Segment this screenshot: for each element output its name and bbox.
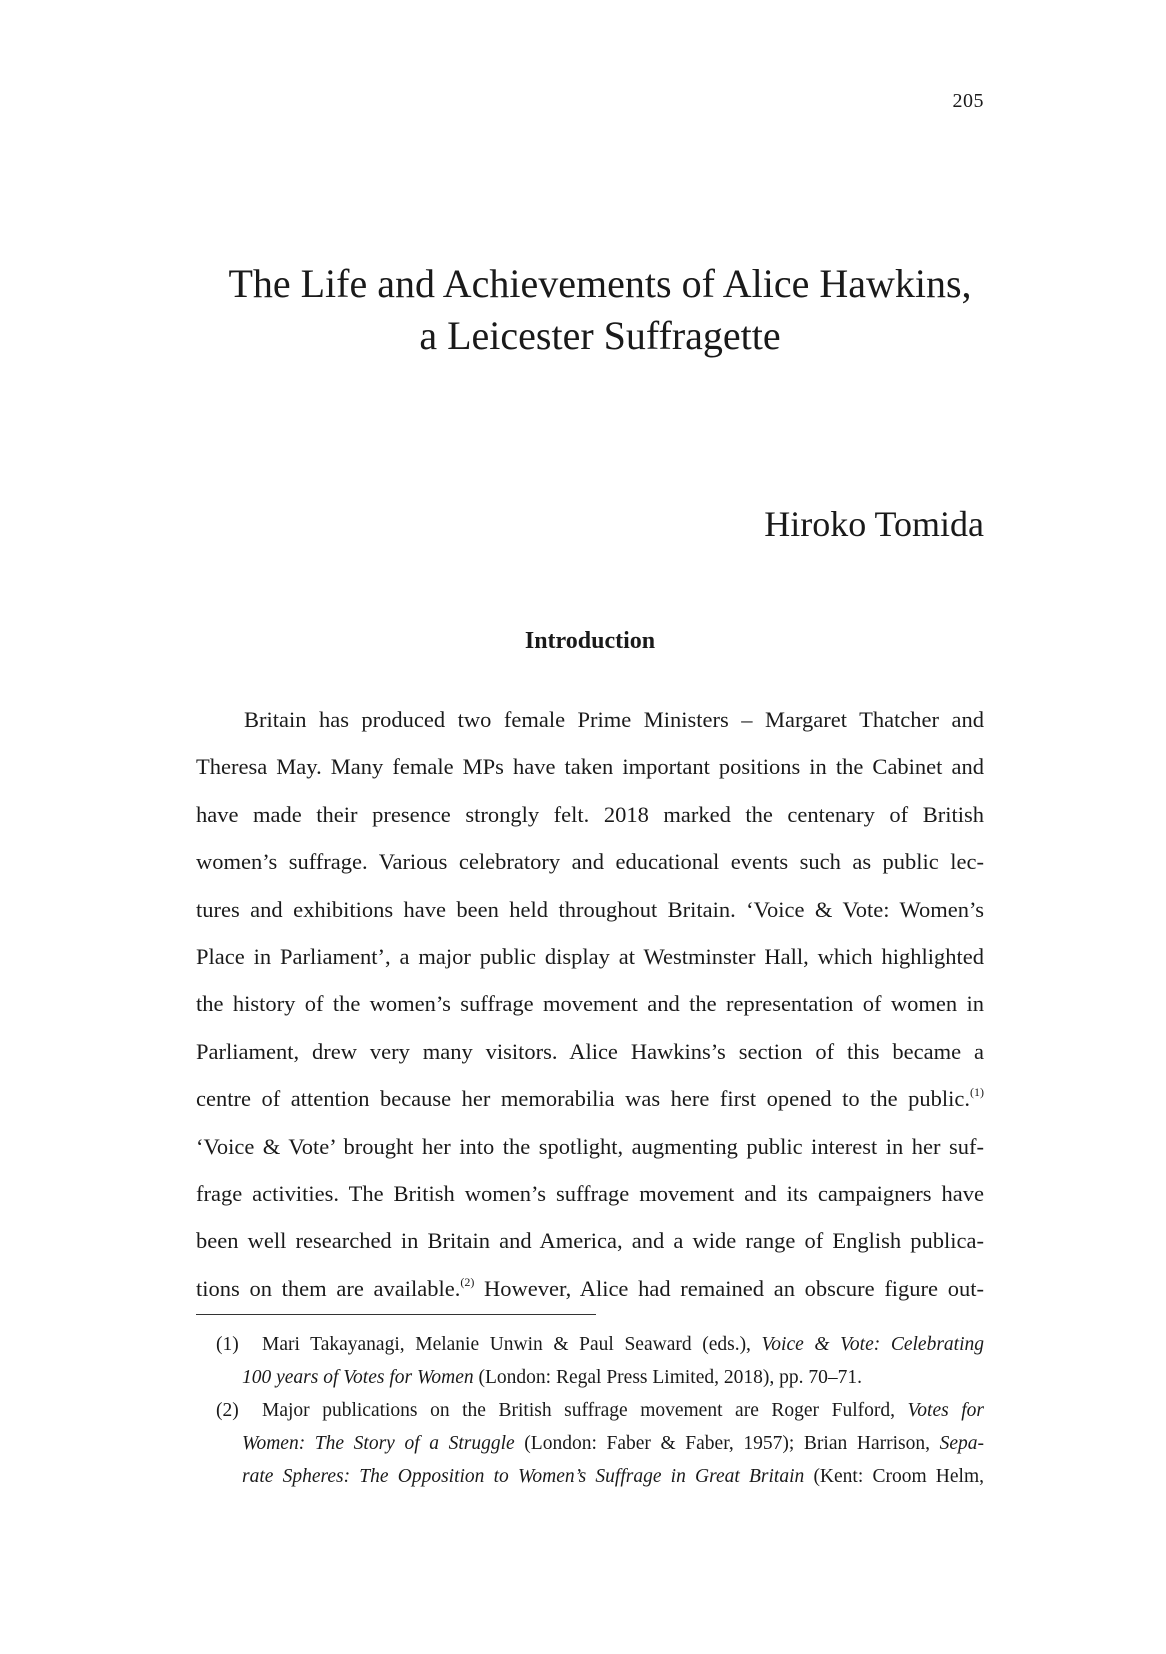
footnote-marker: (1) bbox=[216, 1334, 239, 1355]
footnote-2 bbox=[196, 1394, 984, 1493]
body-line: Theresa May. Many female MPs have taken important positions in the Cabinet and bbox=[196, 754, 984, 780]
footnote-line bbox=[196, 1394, 984, 1427]
footnote-line bbox=[196, 1328, 984, 1361]
title-line-2: a Leicester Suffragette bbox=[419, 313, 781, 358]
footnote-line bbox=[196, 1427, 984, 1460]
body-line: women’s suffrage. Various celebratory and educational events such as public lec- bbox=[196, 849, 984, 875]
footnote-line bbox=[196, 1460, 984, 1493]
body-line bbox=[196, 1075, 984, 1122]
footnote-italic-text: rate Spheres: The Opposition to Women’s Suffrage in Great Britain bbox=[242, 1466, 805, 1487]
article-title bbox=[160, 258, 1040, 362]
footnote-text: (Kent: Croom Helm, bbox=[804, 1466, 984, 1487]
footnote-italic-text: Votes for bbox=[907, 1400, 984, 1421]
title-line-1: The Life and Achievements of Alice Hawkins, bbox=[228, 261, 972, 306]
footnote-italic-text: Women: The Story of a Struggle bbox=[242, 1433, 515, 1454]
footnote-ref-1[interactable]: (1) bbox=[970, 1085, 984, 1100]
footnote-italic-text: Sepa- bbox=[939, 1433, 984, 1454]
body-line-text: However, Alice had remained an obscure figure out- bbox=[474, 1275, 984, 1301]
footnote-divider bbox=[196, 1314, 596, 1315]
body-line: been well researched in Britain and America, and a wide range of English publica- bbox=[196, 1228, 984, 1254]
body-line: frage activities. The British women’s suffrage movement and its campaigners have bbox=[196, 1181, 984, 1207]
footnote-text: Major publications on the British suffrage movement are Roger Fulford, bbox=[262, 1400, 908, 1421]
body-line: Britain has produced two female Prime Ministers – Margaret Thatcher and bbox=[244, 707, 984, 732]
body-line-text: tions on them are available. bbox=[196, 1275, 461, 1301]
footnote-ref-2[interactable]: (2) bbox=[460, 1274, 475, 1289]
footnotes bbox=[196, 1328, 984, 1493]
footnote-italic-text: 100 years of Votes for Women bbox=[242, 1367, 474, 1388]
author-name: Hiroko Tomida bbox=[764, 504, 984, 544]
body-line: the history of the women’s suffrage movement and the representation of women in bbox=[196, 991, 984, 1017]
body-line: tures and exhibitions have been held throughout Britain. ‘Voice & Vote: Women’s bbox=[196, 896, 984, 922]
body-line: Place in Parliament’, a major public display at Westminster Hall, which highlighted bbox=[196, 944, 984, 970]
footnote-italic-text: Voice & Vote: Celebrating bbox=[761, 1334, 984, 1355]
footnote-line bbox=[196, 1361, 984, 1394]
body-line: Parliament, drew very many visitors. Alice Hawkins’s section of this became a bbox=[196, 1038, 984, 1064]
body-line bbox=[196, 1265, 984, 1312]
page-number: 205 bbox=[952, 90, 984, 112]
body-line: ‘Voice & Vote’ brought her into the spotlight, augmenting public interest in her suf- bbox=[196, 1133, 984, 1159]
body-line: have made their presence strongly felt. 2018 marked the centenary of British bbox=[196, 801, 984, 827]
footnote-text: (London: Faber & Faber, 1957); Brian Harrison, bbox=[514, 1433, 940, 1454]
footnote-marker: (2) bbox=[216, 1400, 239, 1421]
section-heading: Introduction bbox=[524, 628, 656, 654]
footnote-text: (London: Regal Press Limited, 2018), pp. 70–71. bbox=[473, 1367, 862, 1388]
footnote-text: Mari Takayanagi, Melanie Unwin & Paul Seaward (eds.), bbox=[262, 1334, 762, 1355]
footnote-1 bbox=[196, 1328, 984, 1394]
body-line-text: centre of attention because her memorabilia was here first opened to the public. bbox=[196, 1086, 970, 1112]
body-text bbox=[196, 696, 984, 1312]
